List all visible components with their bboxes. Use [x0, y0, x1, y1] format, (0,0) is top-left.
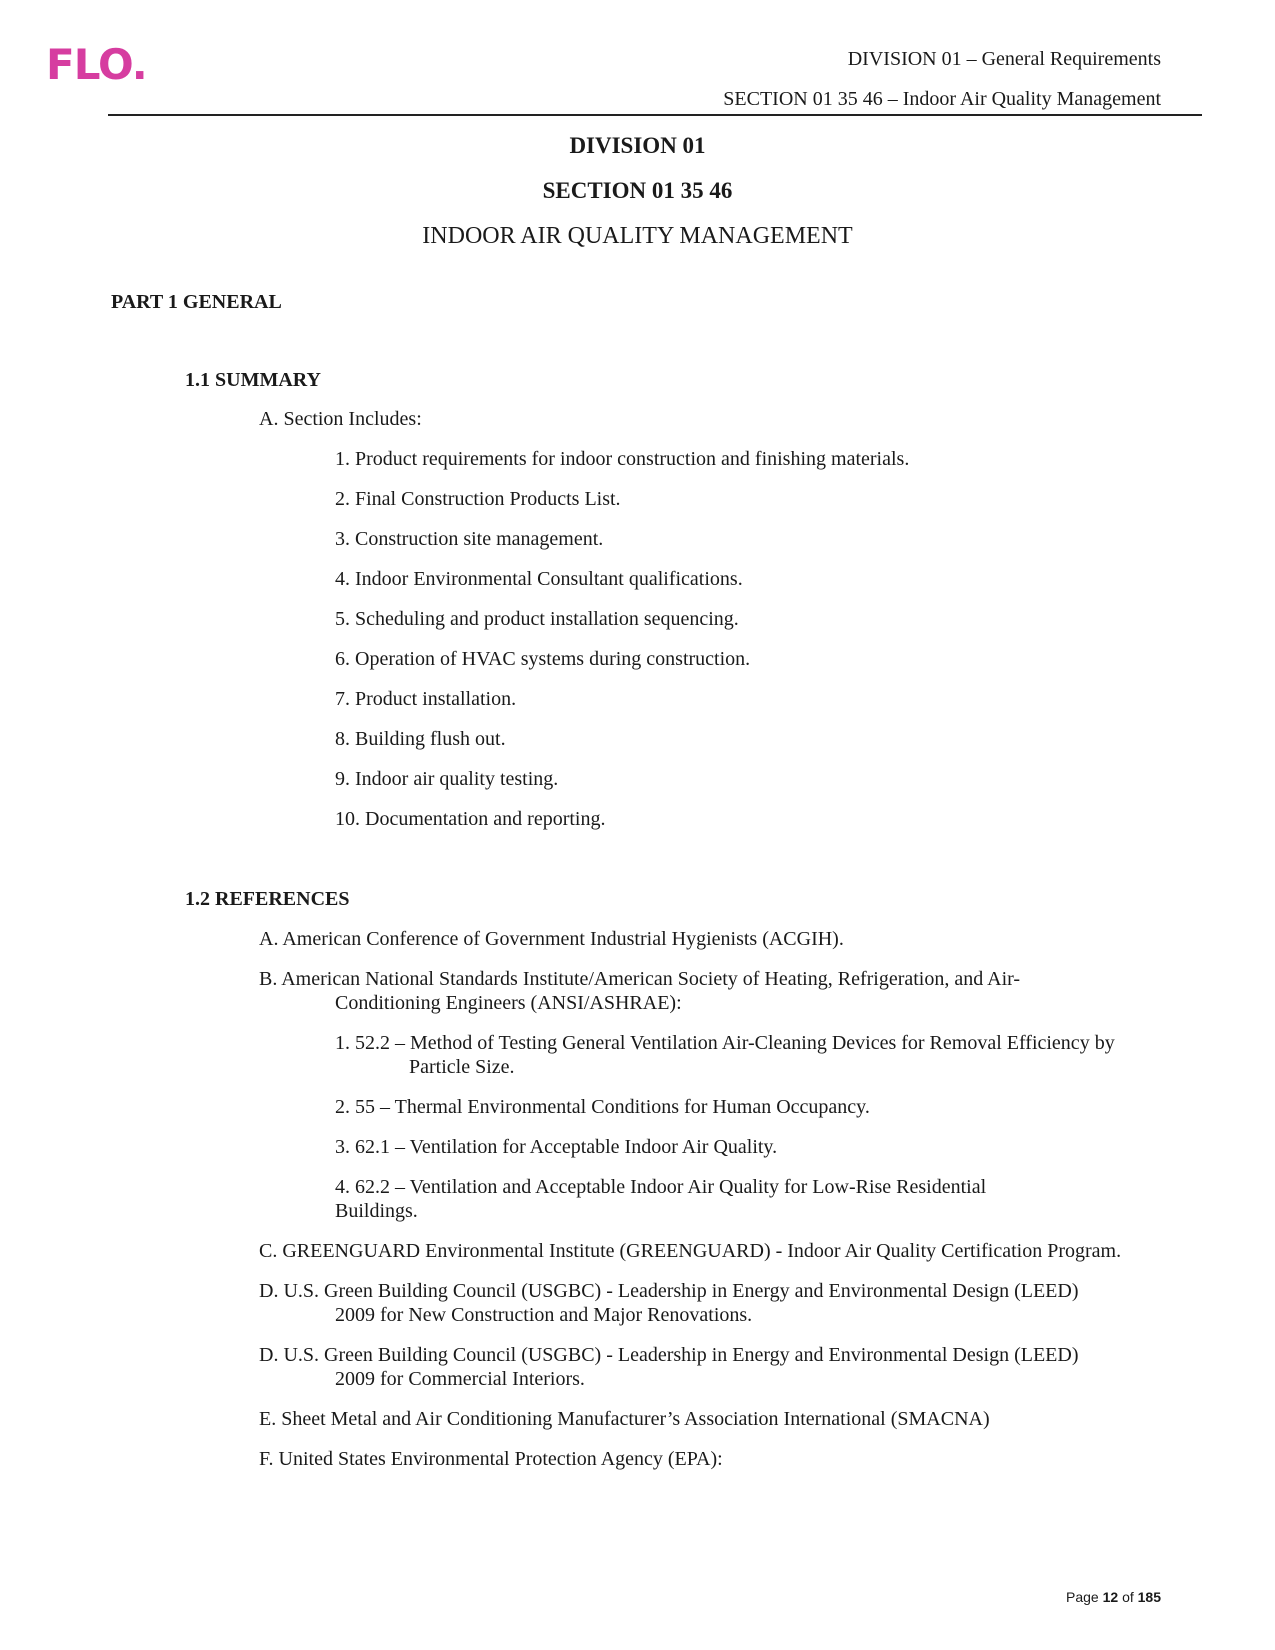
reference-f: F. United States Environmental Protection Agency (EPA):: [259, 1448, 723, 1470]
reference-d2-line1: D. U.S. Green Building Council (USGBC) - Leadership in Energy and Environmental Design (LEED): [259, 1344, 1079, 1366]
total-pages: 185: [1137, 1589, 1161, 1605]
of-label: of: [1122, 1589, 1134, 1605]
header-divider: [108, 114, 1202, 116]
reference-e: E. Sheet Metal and Air Conditioning Manufacturer’s Association International (SMACNA): [259, 1408, 990, 1430]
list-item: 7. Product installation.: [335, 688, 517, 710]
references-heading: 1.2 REFERENCES: [185, 888, 350, 910]
page-number: [1066, 1589, 1161, 1605]
list-item: 6. Operation of HVAC systems during construction.: [335, 648, 751, 670]
reference-d1-line2: 2009 for New Construction and Major Renovations.: [335, 1304, 753, 1326]
title-division: DIVISION 01: [569, 133, 706, 158]
reference-a: A. American Conference of Government Industrial Hygienists (ACGIH).: [259, 928, 844, 950]
header-division: DIVISION 01 – General Requirements: [847, 48, 1161, 70]
list-item: 8. Building flush out.: [335, 728, 506, 750]
reference-d1-line1: D. U.S. Green Building Council (USGBC) - Leadership in Energy and Environmental Design (LEED): [259, 1280, 1079, 1302]
reference-b4-line2: Buildings.: [335, 1200, 418, 1222]
reference-b1-line1: 1. 52.2 – Method of Testing General Ventilation Air-Cleaning Devices for Removal Efficiency by: [335, 1032, 1115, 1054]
reference-b-line1: B. American National Standards Institute/American Society of Heating, Refrigeration, and Air-: [259, 968, 1021, 990]
current-page: 12: [1102, 1589, 1119, 1605]
reference-b4-line1: 4. 62.2 – Ventilation and Acceptable Indoor Air Quality for Low-Rise Residential: [335, 1176, 987, 1198]
list-item: 3. Construction site management.: [335, 528, 604, 550]
list-item: 5. Scheduling and product installation sequencing.: [335, 608, 739, 630]
reference-b2: 2. 55 – Thermal Environmental Conditions for Human Occupancy.: [335, 1096, 870, 1118]
reference-b-line2: Conditioning Engineers (ANSI/ASHRAE):: [335, 992, 682, 1014]
title-section: SECTION 01 35 46: [542, 178, 733, 203]
page-label: Page: [1066, 1589, 1099, 1605]
summary-heading: 1.1 SUMMARY: [185, 369, 321, 391]
list-item: 4. Indoor Environmental Consultant qualifications.: [335, 568, 743, 590]
list-item: 9. Indoor air quality testing.: [335, 768, 559, 790]
title-name: INDOOR AIR QUALITY MANAGEMENT: [422, 223, 853, 249]
list-item: 2. Final Construction Products List.: [335, 488, 621, 510]
reference-b1-line2: Particle Size.: [409, 1056, 515, 1078]
header-section: SECTION 01 35 46 – Indoor Air Quality Management: [723, 88, 1161, 110]
summary-item-a: A. Section Includes:: [259, 408, 422, 430]
flo-logo: FLO.: [46, 40, 147, 89]
part-heading: PART 1 GENERAL: [111, 291, 282, 313]
list-item: 10. Documentation and reporting.: [335, 808, 606, 830]
reference-c: C. GREENGUARD Environmental Institute (GREENGUARD) - Indoor Air Quality Certification Program.: [259, 1240, 1122, 1262]
reference-b3: 3. 62.1 – Ventilation for Acceptable Indoor Air Quality.: [335, 1136, 778, 1158]
reference-d2-line2: 2009 for Commercial Interiors.: [335, 1368, 585, 1390]
list-item: 1. Product requirements for indoor construction and finishing materials.: [335, 448, 910, 470]
